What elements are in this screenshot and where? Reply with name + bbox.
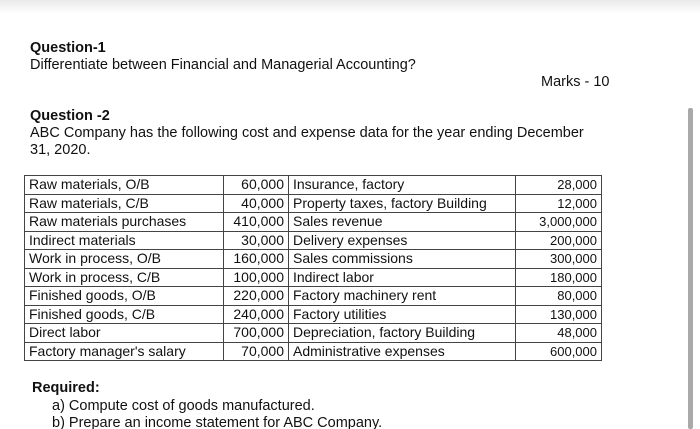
cost-item-value: 60,000 (224, 176, 289, 195)
cost-data-table (24, 175, 602, 361)
question2-title: Question -2 (30, 108, 110, 124)
expense-item-name: Insurance, factory (289, 176, 516, 195)
cost-item-name: Raw materials purchases (25, 213, 224, 232)
cost-item-name: Finished goods, O/B (25, 287, 224, 306)
cost-item-name: Finished goods, C/B (25, 305, 224, 324)
cost-item-value: 700,000 (224, 324, 289, 343)
required-item-a: a) Compute cost of goods manufactured. (52, 398, 315, 414)
table-row (25, 176, 602, 195)
table-row (25, 287, 602, 306)
cost-item-value: 160,000 (224, 250, 289, 269)
cost-item-name: Factory manager's salary (25, 342, 224, 361)
cost-item-name: Raw materials, O/B (25, 176, 224, 195)
cost-item-value: 70,000 (224, 342, 289, 361)
cost-item-name: Raw materials, C/B (25, 194, 224, 213)
expense-item-name: Property taxes, factory Building (289, 194, 516, 213)
cost-item-value: 240,000 (224, 305, 289, 324)
expense-item-name: Factory utilities (289, 305, 516, 324)
required-title: Required: (32, 380, 100, 396)
question1-title: Question-1 (30, 40, 106, 56)
expense-item-name: Administrative expenses (289, 342, 516, 361)
expense-item-name: Indirect labor (289, 268, 516, 287)
table-row (25, 305, 602, 324)
question2-text-line2: 31, 2020. (30, 142, 91, 158)
table-body (25, 176, 602, 361)
cost-item-name: Work in process, C/B (25, 268, 224, 287)
question2-text-line1: ABC Company has the following cost and expense data for the year ending December (30, 125, 584, 141)
table-row (25, 231, 602, 250)
expense-item-name: Depreciation, factory Building (289, 324, 516, 343)
cost-item-name: Work in process, O/B (25, 250, 224, 269)
top-shadow (0, 0, 700, 14)
expense-item-name: Sales revenue (289, 213, 516, 232)
expense-item-name: Factory machinery rent (289, 287, 516, 306)
question1-text: Differentiate between Financial and Managerial Accounting? (30, 57, 416, 73)
marks-label: Marks - 10 (541, 74, 610, 90)
cost-item-value: 30,000 (224, 231, 289, 250)
required-item-b: b) Prepare an income statement for ABC Company. (52, 415, 383, 429)
expense-item-value: 180,000 (516, 268, 602, 287)
cost-item-value: 410,000 (224, 213, 289, 232)
expense-item-name: Delivery expenses (289, 231, 516, 250)
table-row (25, 250, 602, 269)
expense-item-value: 200,000 (516, 231, 602, 250)
cost-item-name: Direct labor (25, 324, 224, 343)
expense-item-value: 600,000 (516, 342, 602, 361)
table-row (25, 194, 602, 213)
expense-item-value: 12,000 (516, 194, 602, 213)
table-row (25, 213, 602, 232)
table-row (25, 342, 602, 361)
cost-item-value: 40,000 (224, 194, 289, 213)
expense-item-value: 3,000,000 (516, 213, 602, 232)
expense-item-value: 48,000 (516, 324, 602, 343)
cost-item-value: 220,000 (224, 287, 289, 306)
cost-item-value: 100,000 (224, 268, 289, 287)
expense-item-value: 130,000 (516, 305, 602, 324)
expense-item-value: 28,000 (516, 176, 602, 195)
expense-item-value: 80,000 (516, 287, 602, 306)
table-row (25, 324, 602, 343)
expense-item-value: 300,000 (516, 250, 602, 269)
scrollbar[interactable] (688, 108, 693, 429)
table-row (25, 268, 602, 287)
expense-item-name: Sales commissions (289, 250, 516, 269)
cost-item-name: Indirect materials (25, 231, 224, 250)
